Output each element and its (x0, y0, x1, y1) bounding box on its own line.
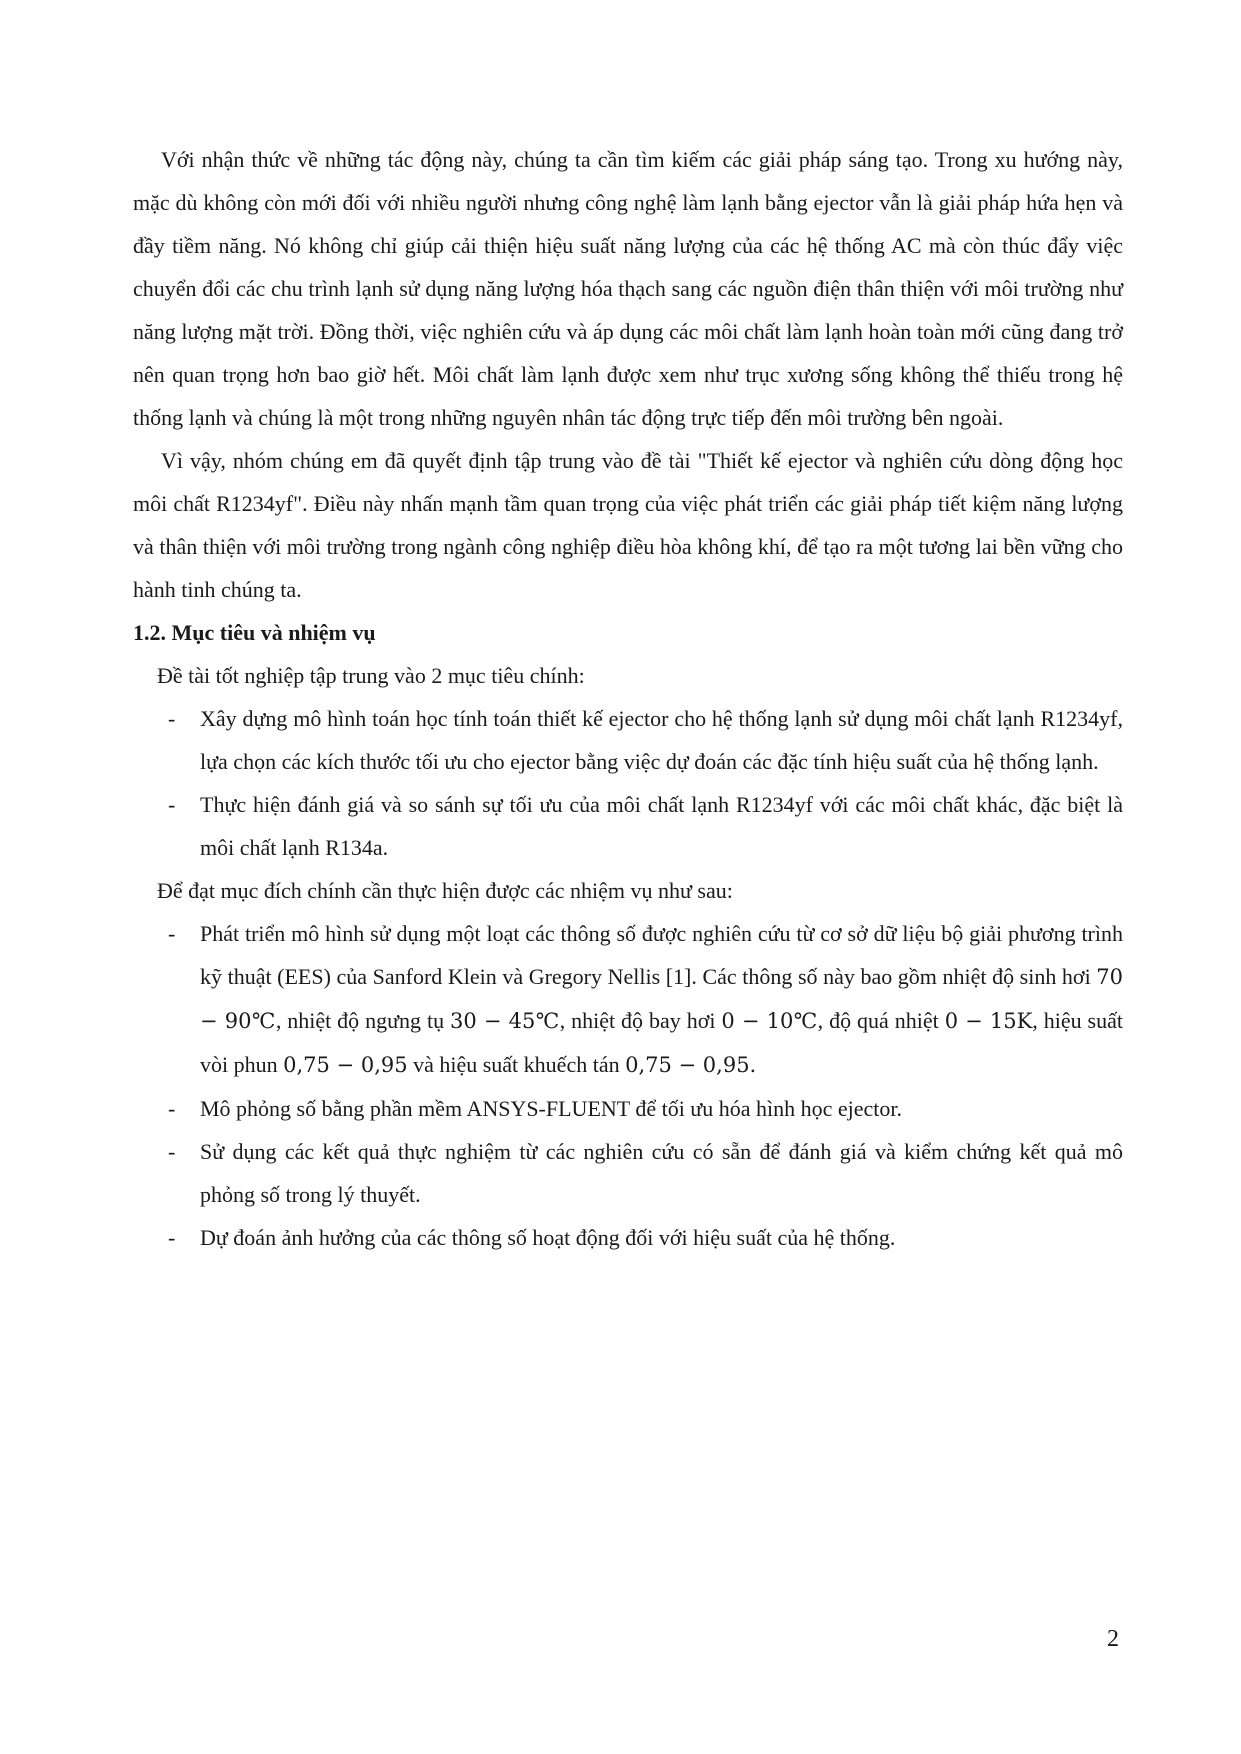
list-item (168, 783, 1123, 869)
text-segment: , nhiệt độ ngưng tụ (275, 1008, 451, 1033)
text-segment: Phát triển mô hình sử dụng một loạt các thông số được nghiên cứu từ cơ sở dữ liệu bộ giải phương trình kỹ thuật (EES) của Sanford Klein và Gregory Nellis [1]. Các thông số này bao gồm nhiệt độ sinh hơi (200, 921, 1123, 989)
list-item (168, 697, 1123, 783)
tasks-intro: Để đạt mục đích chính cần thực hiện được các nhiệm vụ như sau: (157, 878, 733, 903)
list-item-text: Dự đoán ảnh hưởng của các thông số hoạt động đối với hiệu suất của hệ thống. (200, 1225, 896, 1250)
tasks-list (133, 912, 1123, 1259)
list-item-text: Xây dựng mô hình toán học tính toán thiết kế ejector cho hệ thống lạnh sử dụng môi chất lạnh R1234yf, lựa chọn các kích thước tối ưu cho ejector bằng việc dự đoán các đặc tính hiệu suất của hệ thống lạnh. (200, 706, 1123, 774)
page-number: 2 (1107, 1626, 1119, 1652)
list-marker: - (168, 1096, 176, 1121)
list-marker: - (168, 921, 176, 946)
list-marker: - (168, 1225, 176, 1250)
text-segment: , hiệu suất vòi phun (200, 1008, 1123, 1077)
list-marker: - (168, 706, 176, 731)
list-item (168, 1087, 1123, 1130)
list-item (168, 1216, 1123, 1259)
math-segment: 0 − 10℃ (721, 1009, 818, 1033)
list-item-text: Sử dụng các kết quả thực nghiệm từ các nghiên cứu có sẵn để đánh giá và kiểm chứng kết quả mô phỏng số trong lý thuyết. (200, 1139, 1123, 1207)
list-item-text: Thực hiện đánh giá và so sánh sự tối ưu của môi chất lạnh R1234yf với các môi chất khác, đặc biệt là môi chất lạnh R134a. (200, 792, 1123, 860)
list-item (168, 912, 1123, 1087)
text-segment: , độ quá nhiệt (817, 1008, 945, 1033)
list-marker: - (168, 792, 176, 817)
math-segment: 0 − 15K (944, 1009, 1033, 1033)
math-segment: 70 − 90℃ (200, 965, 1123, 1033)
goals-intro: Đề tài tốt nghiệp tập trung vào 2 mục tiêu chính: (157, 663, 585, 688)
list-item-text (200, 912, 1123, 1087)
paragraph-context: Với nhận thức về những tác động này, chúng ta cần tìm kiếm các giải pháp sáng tạo. Trong xu hướng này, mặc dù không còn mới đối với nhiều người nhưng công nghệ làm lạnh bằng ejector vẫn là giải pháp hứa hẹn và đầy tiềm năng. Nó không chỉ giúp cải thiện hiệu suất năng lượng của các hệ thống AC mà còn thúc đẩy việc chuyển đổi các chu trình lạnh sử dụng năng lượng hóa thạch sang các nguồn điện thân thiện với môi trường như năng lượng mặt trời. Đồng thời, việc nghiên cứu và áp dụng các môi chất làm lạnh hoàn toàn mới cũng đang trở nên quan trọng hơn bao giờ hết. Môi chất làm lạnh được xem như trục xương sống không thể thiếu trong hệ thống lạnh và chúng là một trong những nguyên nhân tác động trực tiếp đến môi trường bên ngoài. (133, 147, 1123, 430)
paragraph-topic: Vì vậy, nhóm chúng em đã quyết định tập trung vào đề tài "Thiết kế ejector và nghiên cứu dòng động học môi chất R1234yf". Điều này nhấn mạnh tầm quan trọng của việc phát triển các giải pháp tiết kiệm năng lượng và thân thiện với môi trường trong ngành công nghiệp điều hòa không khí, để tạo ra một tương lai bền vững cho hành tinh chúng ta. (133, 448, 1123, 602)
list-item (168, 1130, 1123, 1216)
list-item-text: Mô phỏng số bằng phần mềm ANSYS-FLUENT để tối ưu hóa hình học ejector. (200, 1096, 903, 1121)
math-segment: 0,75 − 0,95. (625, 1053, 757, 1077)
text-segment: và hiệu suất khuếch tán (407, 1052, 626, 1077)
list-marker: - (168, 1139, 176, 1164)
text-segment: , nhiệt độ bay hơi (559, 1008, 722, 1033)
math-segment: 30 − 45℃ (450, 1009, 560, 1033)
math-segment: 0,75 − 0,95 (283, 1053, 408, 1077)
goals-list (133, 697, 1123, 869)
section-heading: 1.2. Mục tiêu và nhiệm vụ (133, 620, 376, 645)
